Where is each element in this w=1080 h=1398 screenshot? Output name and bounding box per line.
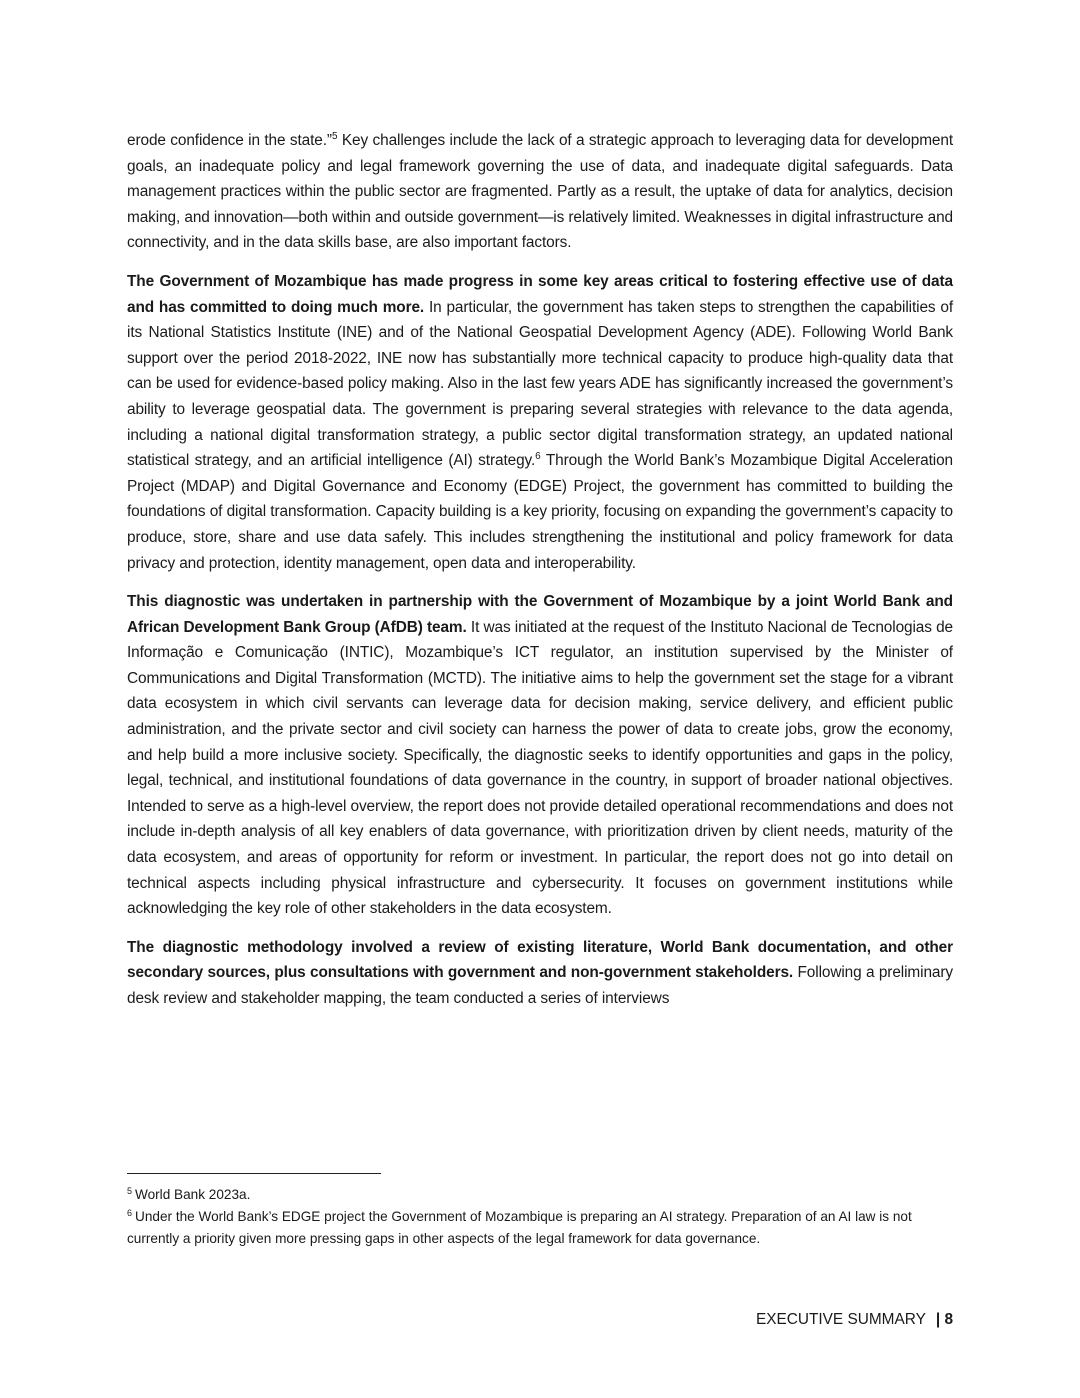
- paragraph-text: Following a preliminary desk review and stakeholder mapping, the team conducted a series of interviews: [127, 964, 953, 1007]
- footnote-number: 6: [127, 1208, 133, 1218]
- paragraph-text: erode confidence in the state.”: [127, 132, 332, 149]
- paragraph-text: Through the World Bank’s Mozambique Digital Acceleration Project (MDAP) and Digital Governance and Economy (EDGE) Project, the government has committed to building the foundations of digital transformation. Capacity building is a key priority, focusing on expanding the government’s capacity to produce, store, share and use data safely. This includes strengthening the institutional and policy framework for data privacy and protection, identity management, open data and interoperability.: [127, 452, 953, 572]
- footer-section: EXECUTIVE SUMMARY: [755, 1311, 926, 1328]
- paragraph-text: In particular, the government has taken steps to strengthen the capabilities of its National Statistics Institute (INE) and of the National Geospatial Development Agency (ADE). Following World Bank support over the period 2018-2022, INE now has substantially more technical capacity to produce high-quality data that can be used for evidence-based policy making. Also in the last few years ADE has significantly increased the government’s ability to leverage geospatial data. The government is preparing several strategies with relevance to the data agenda, including a national digital transformation strategy, a public sector digital transformation strategy, an updated national statistical strategy, and an artificial intelligence (AI) strategy.: [127, 298, 953, 470]
- paragraph-lead: This diagnostic was undertaken in partnership with the Government of Mozambique by a joint World Bank and African Development Bank Group (AfDB) team.: [127, 593, 953, 636]
- footnotes: [127, 1184, 957, 1250]
- footnote-5: [127, 1184, 957, 1206]
- footnote-separator: [127, 1173, 381, 1174]
- paragraph-text: It was initiated at the request of the Instituto Nacional de Tecnologias de Informação e Comunicação (INTIC), Mozambique’s ICT regulator, an institution supervised by the Minister of Communications and Digital Transformation (MCTD). The initiative aims to help the government set the stage for a vibrant data ecosystem in which civil servants can leverage data for decision making, service delivery, and efficient public administration, and the private sector and civil society can harness the power of data to create jobs, grow the economy, and help build a more inclusive society. Specifically, the diagnostic seeks to identify opportunities and gaps in the policy, legal, technical, and institutional foundations of data governance in the country, in support of broader national objectives. Intended to serve as a high-level overview, the report does not provide detailed operational recommendations and does not include in-depth analysis of all key enablers of data governance, with prioritization driven by client needs, maturity of the data ecosystem, and areas of opportunity for reform or investment. In particular, the report does not go into detail on technical aspects including physical infrastructure and cybersecurity. It focuses on government institutions while acknowledging the key role of other stakeholders in the data ecosystem.: [127, 618, 953, 918]
- page-number: 8: [944, 1311, 953, 1328]
- paragraph-2: [127, 269, 953, 576]
- footnote-number: 5: [127, 1186, 133, 1196]
- footnote-text: World Bank 2023a.: [135, 1187, 251, 1202]
- body-text: [127, 128, 953, 1025]
- paragraph-3: [127, 589, 953, 922]
- footer-separator: |: [935, 1311, 941, 1328]
- footnote-ref-6[interactable]: 6: [535, 451, 541, 463]
- footnote-6: [127, 1206, 957, 1250]
- footnote-ref-5[interactable]: 5: [331, 131, 338, 142]
- paragraph-4: [127, 935, 953, 1012]
- paragraph-lead: The Government of Mozambique has made progress in some key areas critical to fostering effective use of data and has committed to doing much more.: [127, 272, 953, 316]
- paragraph-lead: The diagnostic methodology involved a review of existing literature, World Bank documentation, and other secondary sources, plus consultations with government and non-government stakeholders.: [127, 938, 953, 982]
- footnote-text: Under the World Bank’s EDGE project the Government of Mozambique is preparing an AI strategy. Preparation of an AI law is not currently a priority given more pressing gaps in other aspects of the legal framework for data governance.: [127, 1209, 912, 1246]
- paragraph-1: [127, 128, 953, 256]
- paragraph-text: Key challenges include the lack of a strategic approach to leveraging data for development goals, an inadequate policy and legal framework governing the use of data, and inadequate digital safeguards. Data management practices within the public sector are fragmented. Partly as a result, the uptake of data for analytics, decision making, and innovation—both within and outside government—is relatively limited. Weaknesses in digital infrastructure and connectivity, and in the data skills base, are also important factors.: [127, 132, 954, 252]
- page-footer: [756, 1311, 953, 1329]
